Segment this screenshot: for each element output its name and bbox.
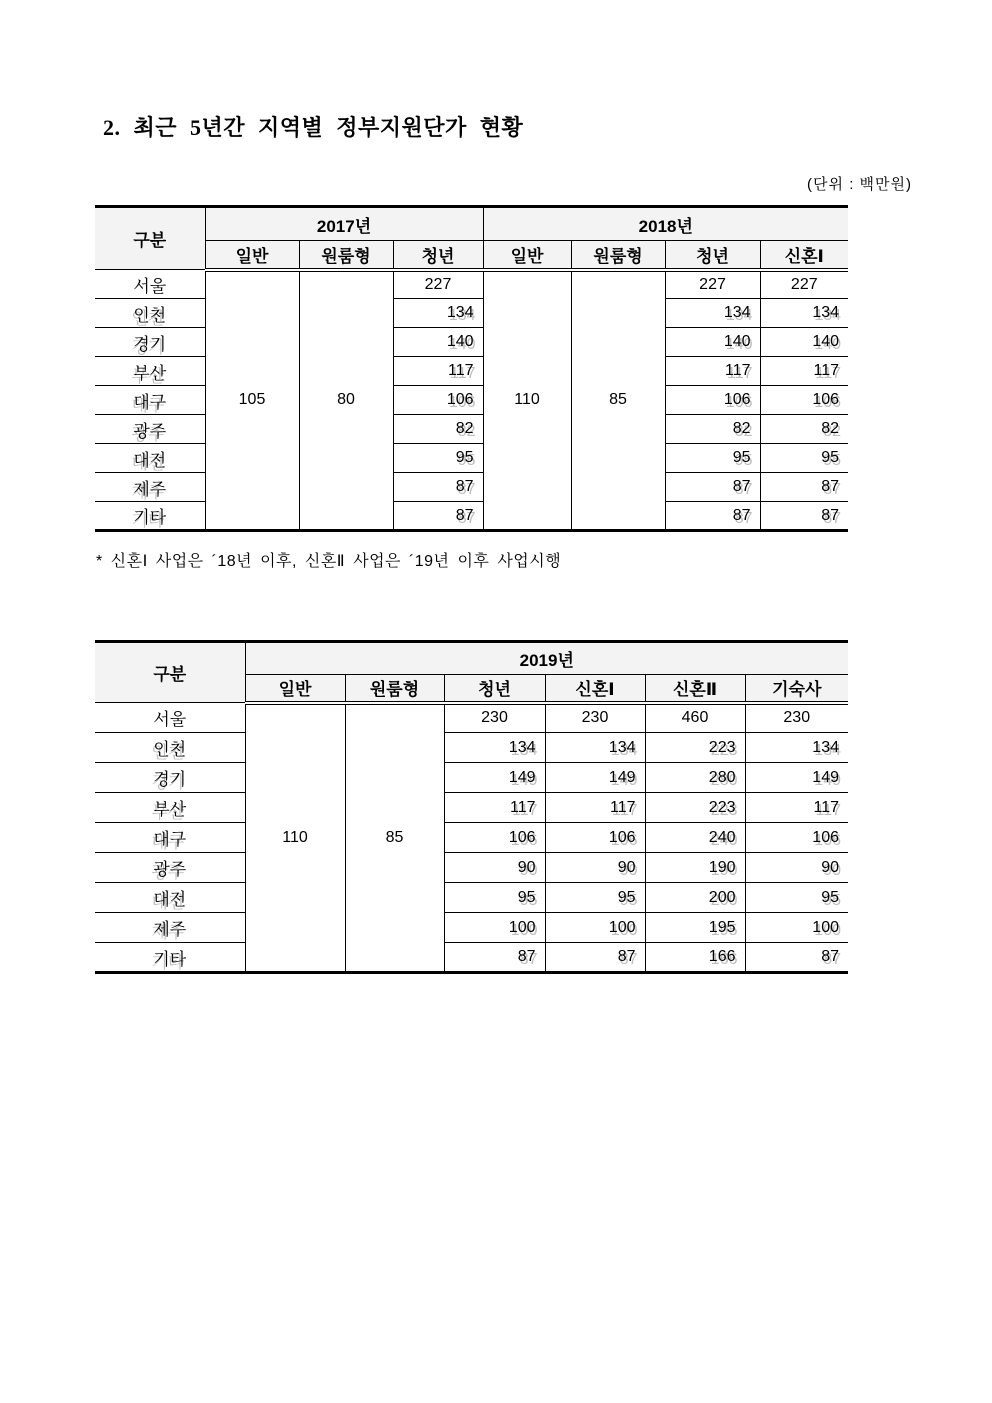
value-cell: 190 [645,853,745,883]
table-row [95,943,848,973]
value-cell: 82 [665,415,760,444]
value-cell: 87 [444,943,545,973]
region-cell: 대구 [95,386,205,415]
value-cell: 90 [745,853,848,883]
value-cell: 95 [745,883,848,913]
col-header: 신혼Ⅱ [645,675,745,703]
col-header: 청년 [444,675,545,703]
value-cell: 223 [645,733,745,763]
region-cell: 인천 [95,299,205,328]
region-cell: 제주 [95,913,245,943]
value-cell: 195 [645,913,745,943]
value-cell: 230 [444,703,545,733]
value-cell: 95 [393,444,483,473]
value-cell: 87 [545,943,645,973]
value-cell: 240 [645,823,745,853]
value-cell: 106 [444,823,545,853]
year-2018-header: 2018년 [483,207,848,241]
value-cell: 110 [245,703,345,973]
col-header: 신혼Ⅰ [545,675,645,703]
value-cell: 230 [745,703,848,733]
value-cell: 134 [745,733,848,763]
value-cell: 117 [545,793,645,823]
value-cell: 82 [760,415,848,444]
region-cell: 서울 [95,270,205,299]
value-cell: 106 [393,386,483,415]
table-row [95,823,848,853]
value-cell: 117 [665,357,760,386]
value-cell: 106 [545,823,645,853]
value-cell: 80 [299,270,393,531]
region-cell: 기타 [95,502,205,531]
value-cell: 149 [745,763,848,793]
table-row [95,793,848,823]
value-cell: 134 [545,733,645,763]
value-cell: 149 [545,763,645,793]
value-cell: 87 [760,473,848,502]
page-title: 2. 최근 5년간 지역별 정부지원단가 현황 [103,115,524,140]
value-cell: 95 [545,883,645,913]
region-cell: 인천 [95,733,245,763]
value-cell: 106 [665,386,760,415]
region-cell: 광주 [95,415,205,444]
value-cell: 280 [645,763,745,793]
value-cell: 134 [444,733,545,763]
value-cell: 105 [205,270,299,531]
value-cell: 140 [760,328,848,357]
value-cell: 95 [444,883,545,913]
region-cell: 부산 [95,357,205,386]
value-cell: 87 [760,502,848,531]
value-cell: 460 [645,703,745,733]
value-cell: 100 [745,913,848,943]
value-cell: 100 [545,913,645,943]
value-cell: 166 [645,943,745,973]
col-header: 청년 [393,241,483,270]
value-cell: 227 [393,270,483,299]
year-2019-header: 2019년 [245,642,848,675]
year-2017-header: 2017년 [205,207,483,241]
region-cell: 대구 [95,823,245,853]
value-cell: 87 [665,473,760,502]
region-cell: 대전 [95,883,245,913]
value-cell: 85 [345,703,444,973]
value-cell: 87 [745,943,848,973]
col-header: 일반 [483,241,571,270]
value-cell: 95 [760,444,848,473]
value-cell: 149 [444,763,545,793]
footnote: * 신혼Ⅰ 사업은 ´18년 이후, 신혼Ⅱ 사업은 ´19년 이후 사업시행 [96,553,562,570]
table-row [95,913,848,943]
col-header: 원룸형 [345,675,444,703]
value-cell: 87 [665,502,760,531]
value-cell: 106 [760,386,848,415]
value-cell: 134 [760,299,848,328]
table-row [95,733,848,763]
value-cell: 106 [745,823,848,853]
region-cell: 제주 [95,473,205,502]
value-cell: 200 [645,883,745,913]
value-cell: 230 [545,703,645,733]
region-cell: 부산 [95,793,245,823]
col-header: 원룸형 [299,241,393,270]
value-cell: 117 [745,793,848,823]
region-cell: 기타 [95,943,245,973]
value-cell: 117 [760,357,848,386]
value-cell: 82 [393,415,483,444]
value-cell: 117 [444,793,545,823]
region-cell: 경기 [95,763,245,793]
value-cell: 85 [571,270,665,531]
table-2017-2018 [95,205,848,532]
table-row [95,763,848,793]
value-cell: 110 [483,270,571,531]
corner-header: 구분 [95,207,205,270]
region-cell: 서울 [95,703,245,733]
table-row [95,703,848,733]
table-row [95,883,848,913]
table-2019 [95,640,848,974]
value-cell: 117 [393,357,483,386]
value-cell: 90 [545,853,645,883]
value-cell: 87 [393,502,483,531]
value-cell: 140 [393,328,483,357]
region-cell: 경기 [95,328,205,357]
value-cell: 140 [665,328,760,357]
col-header: 청년 [665,241,760,270]
value-cell: 95 [665,444,760,473]
table-row [95,853,848,883]
value-cell: 134 [665,299,760,328]
value-cell: 223 [645,793,745,823]
table-row [95,270,848,299]
value-cell: 227 [760,270,848,299]
col-header: 기숙사 [745,675,848,703]
col-header: 일반 [245,675,345,703]
col-header: 일반 [205,241,299,270]
value-cell: 100 [444,913,545,943]
col-header: 신혼Ⅰ [760,241,848,270]
corner-header: 구분 [95,642,245,703]
value-cell: 227 [665,270,760,299]
unit-label: (단위 : 백만원) [807,176,912,193]
value-cell: 87 [393,473,483,502]
value-cell: 134 [393,299,483,328]
value-cell: 90 [444,853,545,883]
region-cell: 대전 [95,444,205,473]
col-header: 원룸형 [571,241,665,270]
region-cell: 광주 [95,853,245,883]
